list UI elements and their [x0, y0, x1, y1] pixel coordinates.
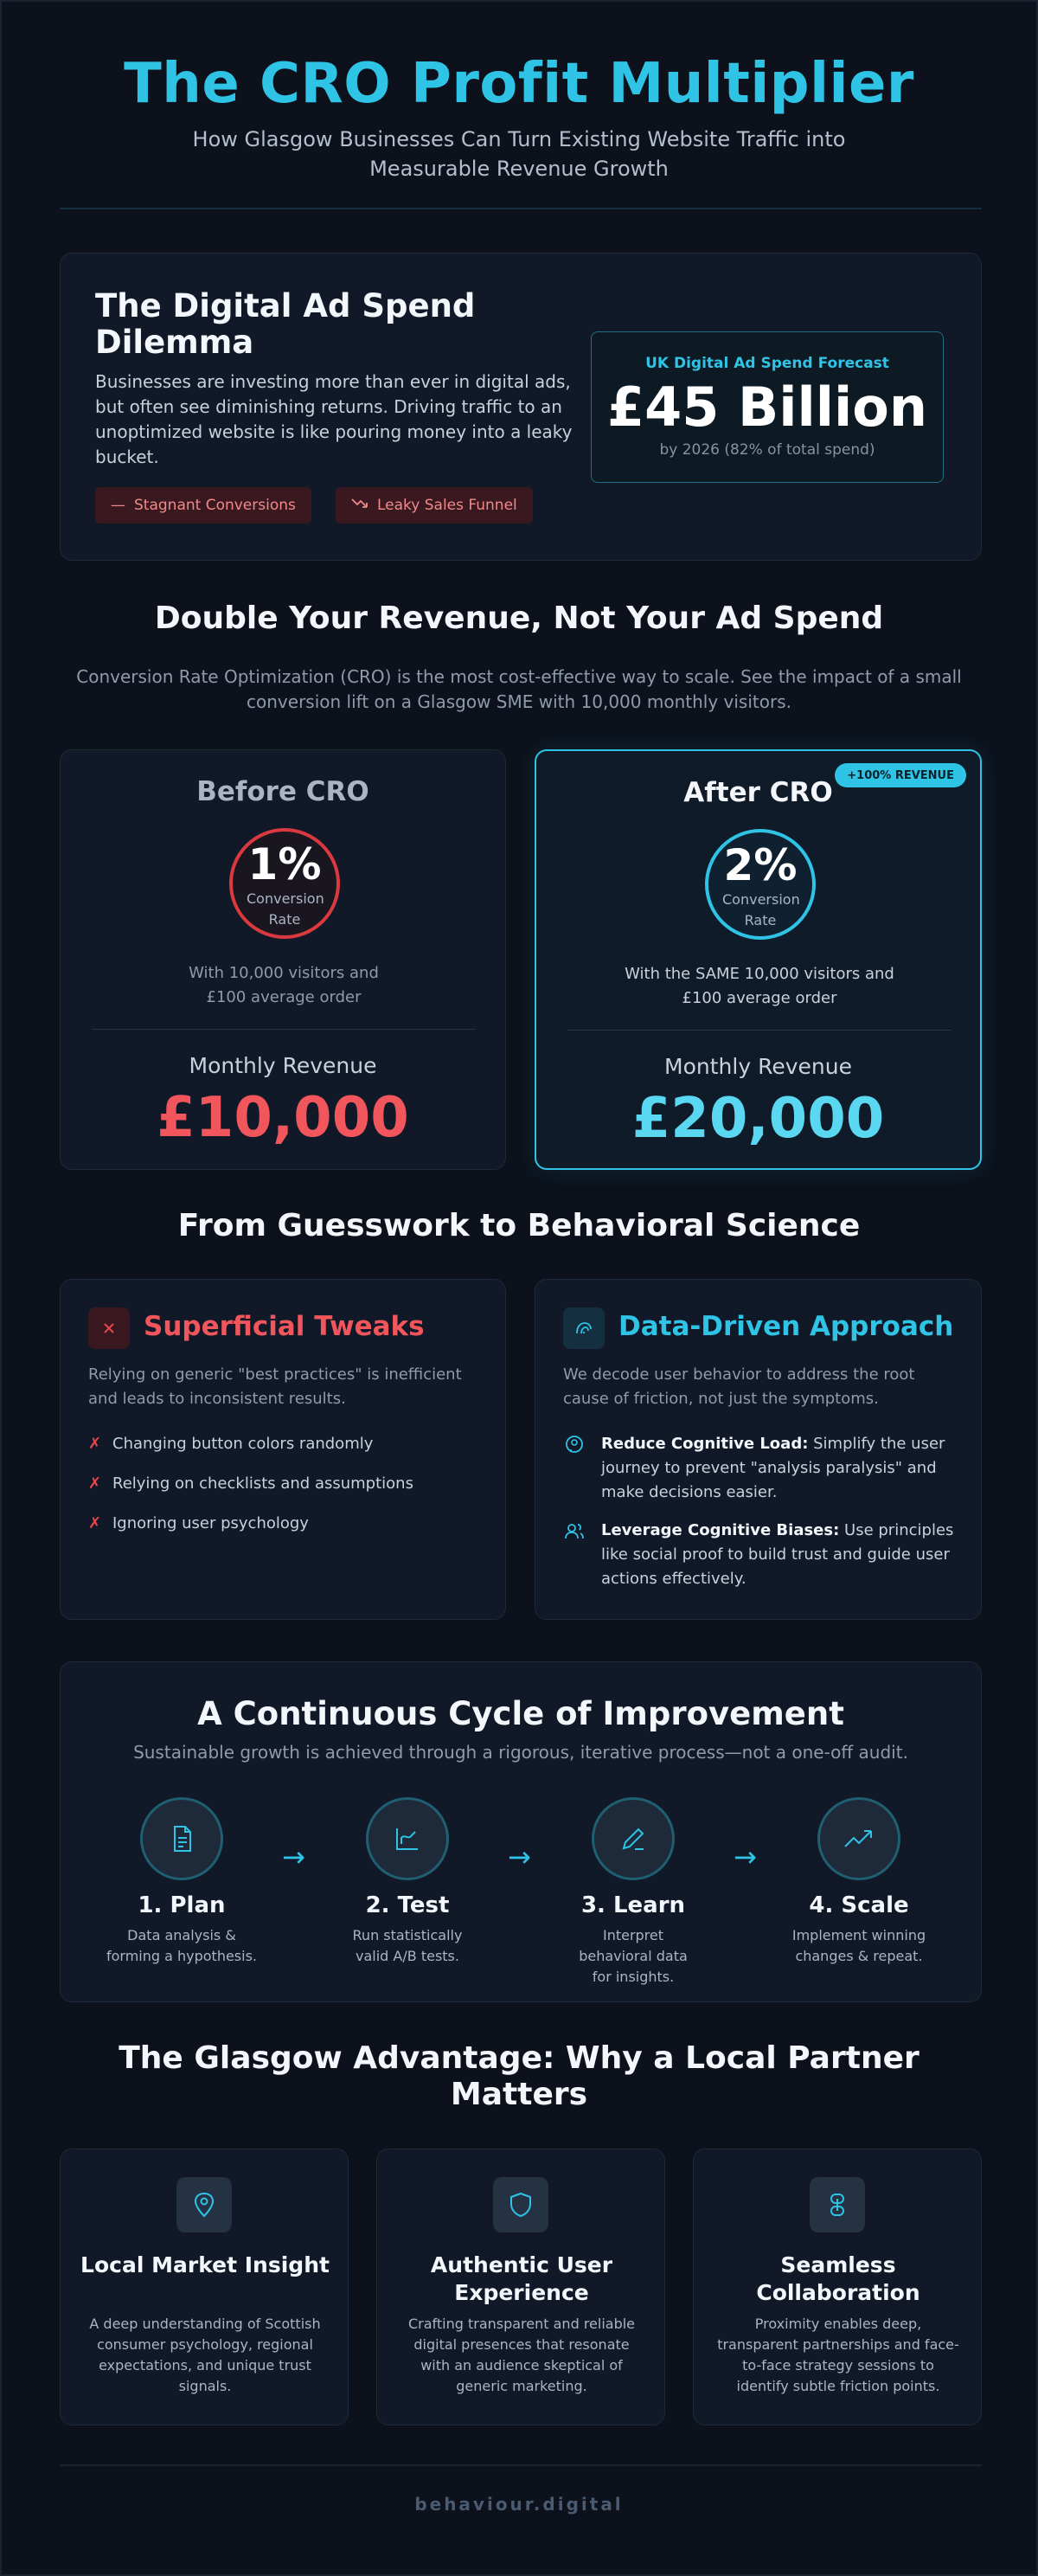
chart-icon — [366, 1797, 449, 1880]
head-icon — [563, 1432, 587, 1505]
header-divider — [60, 208, 982, 209]
cycle-subtitle: Sustainable growth is achieved through a rigorous, iterative process—not a one-off audit. — [133, 1742, 908, 1763]
authentic-ux-card: Authentic User Experience Crafting transparent and reliable digital presences that resonate with an audience skeptical of generic marketing. — [376, 2149, 665, 2425]
footer-divider — [60, 2464, 982, 2466]
before-revenue-value: £10,000 — [157, 1086, 409, 1150]
after-conversion-label: Conversion Rate — [722, 891, 800, 928]
before-divider — [92, 1029, 476, 1030]
list-item: ✗ Ignoring user psychology — [88, 1512, 486, 1536]
before-note: With 10,000 visitors and £100 average order — [189, 964, 379, 1006]
superficial-tweaks-desc: Relying on generic "best practices" is inefficient and leads to inconsistent results. — [88, 1365, 462, 1408]
dilemma-text: Businesses are investing more than ever in digital ads, but often see diminishing returns. Driving traffic to an unoptimized website is like pouring money into a leaky bucket. — [95, 371, 573, 467]
after-cro-card — [535, 749, 982, 1170]
cross-icon: ✗ — [88, 1435, 102, 1453]
revenue-badge: +100% REVENUE — [835, 763, 966, 787]
after-note: With the SAME 10,000 visitors and £100 average order — [625, 965, 894, 1007]
cycle-title: A Continuous Cycle of Improvement — [197, 1695, 844, 1732]
dilemma-title: The Digital Ad Spend Dilemma — [95, 287, 476, 361]
arrow-right-icon: → — [282, 1840, 305, 1873]
footer-brand: behaviour.digital — [414, 2494, 624, 2515]
shield-icon — [493, 2177, 548, 2232]
step-scale: 4. Scale Implement winning changes & repeat. — [764, 1797, 954, 1967]
brain-icon — [563, 1307, 605, 1349]
close-icon — [88, 1307, 130, 1349]
pencil-icon — [592, 1797, 675, 1880]
arrow-right-icon: → — [508, 1840, 531, 1873]
page-title: The CRO Profit Multiplier — [124, 52, 914, 116]
list-item: ✗ Relying on checklists and assumptions — [88, 1472, 486, 1496]
before-cro-title: Before CRO — [196, 776, 369, 807]
after-cro-title: After CRO — [683, 777, 833, 808]
before-conversion-rate: 1% — [247, 839, 322, 890]
cross-icon: ✗ — [88, 1514, 102, 1532]
list-item: Leverage Cognitive Biases: Use principles like social proof to build trust and guide user actions effectively. — [563, 1519, 970, 1591]
list-item: ✗ Changing button colors randomly — [88, 1432, 486, 1456]
step-plan: 1. Plan Data analysis & forming a hypothesis. — [86, 1797, 277, 1967]
double-revenue-subtitle: Conversion Rate Optimization (CRO) is the most cost-effective way to scale. See the impact of a small conversion lift on a Glasgow SME with 10,000 monthly visitors. — [76, 666, 962, 712]
after-conversion-ring — [705, 829, 816, 940]
before-cro-card — [60, 749, 506, 1170]
step-learn: 3. Learn Interpret behavioral data for insights. — [538, 1797, 728, 1988]
trending-down-icon — [351, 497, 368, 515]
list-item: Reduce Cognitive Load: Simplify the user journey to prevent "analysis paralysis" and make decisions easier. — [563, 1432, 970, 1505]
after-revenue-label: Monthly Revenue — [664, 1054, 852, 1079]
local-market-card: Local Market Insight A deep understanding of Scottish consumer psychology, regional expectations, and unique trust signals. — [60, 2149, 349, 2425]
before-conversion-ring — [229, 828, 340, 939]
trending-up-icon — [817, 1797, 900, 1880]
tag-stagnant-conversions: — Stagnant Conversions — [95, 487, 311, 524]
link-icon — [810, 2177, 865, 2232]
map-pin-icon — [176, 2177, 232, 2232]
collaboration-card: Seamless Collaboration Proximity enables deep, transparent partnerships and face-to-face strategy sessions to identify subtle friction points. — [693, 2149, 982, 2425]
advantage-title: The Glasgow Advantage: Why a Local Partner Matters — [119, 2040, 919, 2112]
forecast-value: £45 Billion — [606, 376, 927, 439]
forecast-note: by 2026 (82% of total spend) — [659, 441, 875, 459]
improvement-cycle-card — [60, 1661, 982, 2002]
before-conversion-label: Conversion Rate — [247, 890, 324, 928]
after-revenue-value: £20,000 — [631, 1087, 885, 1151]
tag-leaky-sales-funnel: Leaky Sales Funnel — [336, 487, 533, 524]
before-revenue-label: Monthly Revenue — [189, 1053, 377, 1078]
ad-spend-dilemma-card — [60, 253, 982, 561]
data-driven-title: Data-Driven Approach — [618, 1311, 954, 1342]
step-test: 2. Test Run statistically valid A/B tests. — [312, 1797, 503, 1967]
document-icon — [140, 1797, 223, 1880]
minus-icon: — — [111, 497, 125, 514]
superficial-tweaks-card — [60, 1279, 506, 1620]
data-driven-desc: We decode user behavior to address the root cause of friction, not just the symptoms. — [563, 1365, 915, 1408]
forecast-label: UK Digital Ad Spend Forecast — [645, 355, 889, 372]
after-conversion-rate: 2% — [723, 840, 798, 890]
superficial-tweaks-title: Superficial Tweaks — [144, 1311, 425, 1342]
ad-spend-forecast-box — [591, 331, 944, 483]
double-revenue-title: Double Your Revenue, Not Your Ad Spend — [154, 601, 884, 636]
after-divider — [567, 1030, 952, 1031]
guesswork-title: From Guesswork to Behavioral Science — [177, 1208, 861, 1243]
cross-icon: ✗ — [88, 1474, 102, 1493]
data-driven-card — [535, 1279, 982, 1620]
arrow-right-icon: → — [734, 1840, 757, 1873]
users-icon — [563, 1519, 587, 1591]
page-subtitle: How Glasgow Businesses Can Turn Existing Website Traffic into Measurable Revenue Growth — [192, 127, 846, 181]
